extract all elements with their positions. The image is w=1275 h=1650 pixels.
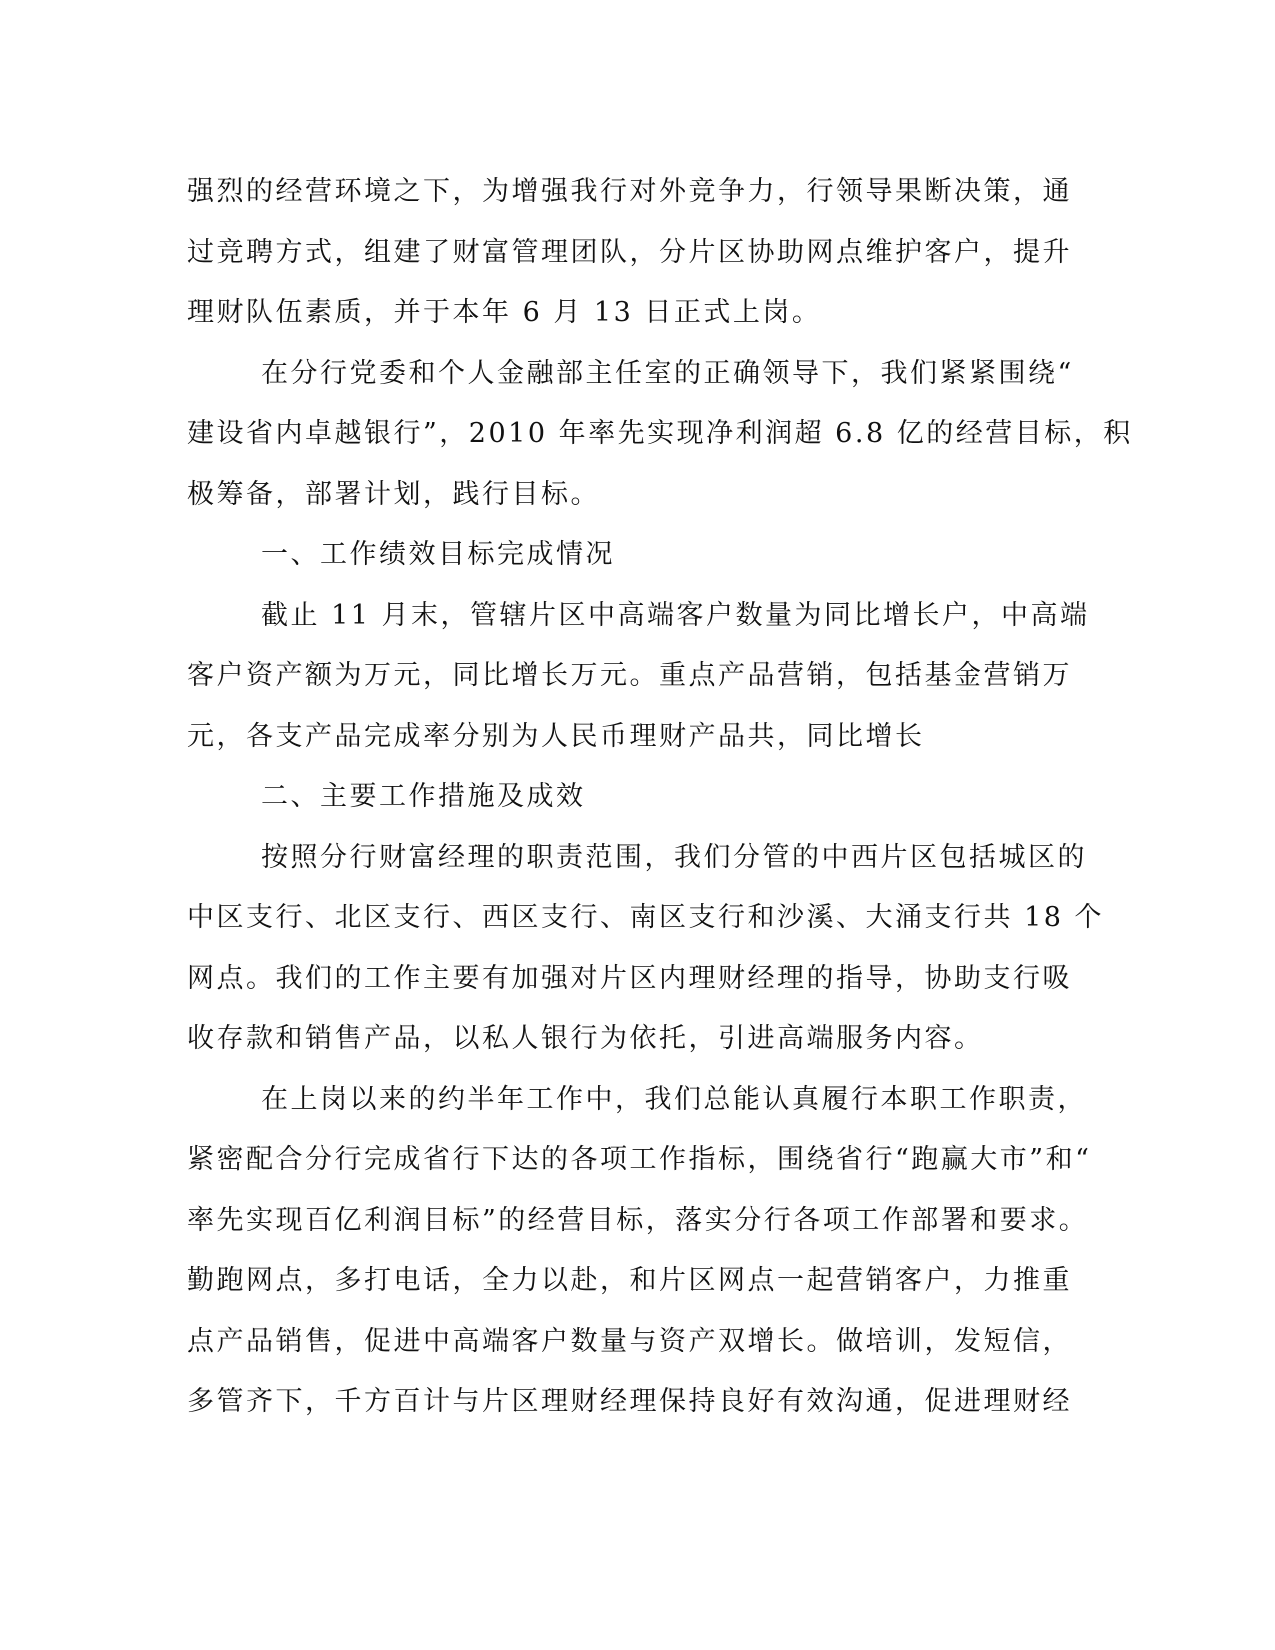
text-line: 多管齐下，千方百计与片区理财经理保持良好有效沟通，促进理财经	[187, 1386, 1072, 1417]
text-line: 强烈的经营环境之下，为增强我行对外竞争力，行领导果断决策，通	[187, 176, 1072, 207]
text-line: 在上岗以来的约半年工作中，我们总能认真履行本职工作职责，	[261, 1083, 1087, 1115]
document-body	[187, 162, 1133, 1433]
text-line: 客户资产额为万元，同比增长万元。重点产品营销，包括基金营销万	[187, 660, 1072, 691]
text-line: 极筹备，部署计划，践行目标。	[187, 478, 600, 510]
text-line: 率先实现百亿利润目标”的经营目标，落实分行各项工作部署和要求。	[187, 1204, 1089, 1236]
text-line: 一、工作绩效目标完成情况	[261, 539, 615, 570]
text-line: 勤跑网点，多打电话，全力以赴，和片区网点一起营销客户，力推重	[187, 1265, 1072, 1296]
text-line: 中区支行、北区支行、西区支行、南区支行和沙溪、大涌支行共 18 个	[187, 902, 1105, 933]
text-line: 在分行党委和个人金融部主任室的正确领导下，我们紧紧围绕“	[261, 357, 1074, 389]
text-line: 理财队伍素质，并于本年 6 月 13 日正式上岗。	[187, 297, 822, 328]
text-line: 建设省内卓越银行”，2010 年率先实现净利润超 6.8 亿的经营目标，积	[187, 418, 1133, 449]
text-line: 截止 11 月末，管辖片区中高端客户数量为同比增长户，中高端	[261, 599, 1090, 631]
text-line: 网点。我们的工作主要有加强对片区内理财经理的指导，协助支行吸	[187, 962, 1072, 994]
text-line: 二、主要工作措施及成效	[261, 781, 586, 812]
text-line: 紧密配合分行完成省行下达的各项工作指标，围绕省行“跑赢大市”和“	[187, 1144, 1092, 1175]
text-line: 过竞聘方式，组建了财富管理团队，分片区协助网点维护客户，提升	[187, 236, 1072, 268]
text-line: 收存款和销售产品，以私人银行为依托，引进高端服务内容。	[187, 1023, 984, 1054]
text-line: 元，各支产品完成率分别为人民币理财产品共，同比增长	[187, 720, 925, 752]
text-line: 点产品销售，促进中高端客户数量与资产双增长。做培训，发短信，	[187, 1325, 1072, 1357]
text-line: 按照分行财富经理的职责范围，我们分管的中西片区包括城区的	[261, 841, 1087, 873]
